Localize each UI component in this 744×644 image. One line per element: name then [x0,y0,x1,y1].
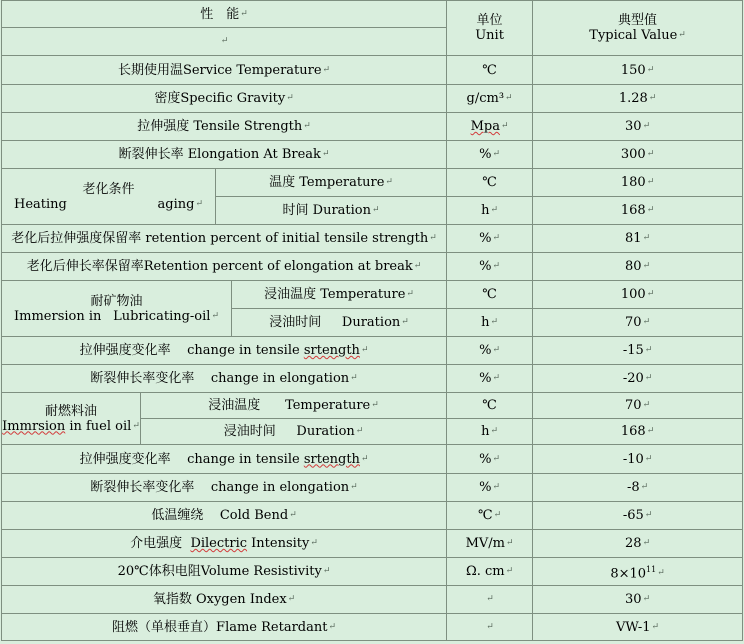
property-label: 拉伸强度变化率 change in tensile srtength↵ [2,445,447,474]
paragraph-mark-icon: ↵ [220,36,229,46]
group-label-fuel: 耐燃料油 Immrsion in fuel oil↵ [2,393,141,445]
property-label: 断裂伸长率变化率 change in elongation↵ [2,474,447,502]
table-row [2,141,743,169]
unit-cell: Mpa↵ [447,113,533,141]
property-label: 阻燃（单根垂直）Flame Retardant↵ [2,614,447,641]
property-label: 20℃体积电阻Volume Resistivity↵ [2,558,447,586]
unit-header: 单位 Unit [447,1,533,56]
unit-cell: ↵ [447,614,533,641]
value-cell: 70↵ [533,393,743,419]
property-label: 长期使用温Service Temperature↵ [2,56,447,85]
table-row [2,225,743,253]
value-cell: 70↵ [533,309,743,337]
value-cell: -20↵ [533,365,743,393]
table-row [2,337,743,365]
value-cell: -10↵ [533,445,743,474]
unit-cell: ℃↵ [447,502,533,530]
unit-cell: MV/m↵ [447,530,533,558]
value-cell: -65↵ [533,502,743,530]
property-label: 拉伸强度 Tensile Strength↵ [2,113,447,141]
property-label: 断裂伸长率变化率 change in elongation↵ [2,365,447,393]
table-row [2,614,743,641]
property-label: 介电强度 Dilectric Intensity↵ [2,530,447,558]
property-label: 老化后伸长率保留率Retention percent of elongation at break↵ [2,253,447,281]
value-cell: 300↵ [533,141,743,169]
group-label-oil: 耐矿物油 Immersion in Lubricating-oil↵ [2,281,232,337]
unit-cell: ℃ [447,56,533,85]
table-row [2,281,743,309]
property-label: 浸油时间 Duration↵ [232,309,447,337]
value-cell: 168↵ [533,197,743,225]
table-row [2,558,743,586]
value-cell: 168↵ [533,419,743,445]
unit-cell: g/cm³↵ [447,85,533,113]
header-row [2,1,743,28]
table-row [2,85,743,113]
table-row [2,56,743,85]
value-cell: 30↵ [533,586,743,614]
value-cell: 1.28↵ [533,85,743,113]
table-row [2,474,743,502]
property-label: 拉伸强度变化率 change in tensile srtength↵ [2,337,447,365]
property-label: 低温缠绕 Cold Bend↵ [2,502,447,530]
value-cell: 180↵ [533,169,743,197]
unit-cell: ℃ [447,281,533,309]
table-row [2,169,743,197]
value-header: 典型值 Typical Value↵ [533,1,743,56]
value-cell: 150↵ [533,56,743,85]
table-row [2,365,743,393]
unit-cell: Ω. cm↵ [447,558,533,586]
property-label: 温度 Temperature↵ [216,169,447,197]
unit-cell: %↵ [447,337,533,365]
table-row [2,113,743,141]
unit-cell: %↵ [447,365,533,393]
table-row [2,393,743,419]
table-row [2,445,743,474]
table-row [2,502,743,530]
value-cell: VW-1↵ [533,614,743,641]
unit-cell: h↵ [447,419,533,445]
unit-cell: ↵ [447,586,533,614]
value-cell: 100↵ [533,281,743,309]
unit-cell: %↵ [447,445,533,474]
table-row [2,253,743,281]
value-cell: 81↵ [533,225,743,253]
group-label-aging: 老化条件 Heating aging↵ [2,169,216,225]
property-label: 浸油温度 Temperature↵ [141,393,447,419]
value-cell: $8\times 10^{11}↵$ [533,558,743,586]
unit-cell: ℃ [447,169,533,197]
unit-cell: %↵ [447,474,533,502]
unit-cell: h↵ [447,197,533,225]
unit-cell: h↵ [447,309,533,337]
value-cell: 80↵ [533,253,743,281]
property-label: 时间 Duration↵ [216,197,447,225]
property-header: 性 能↵ [2,1,447,28]
value-cell: -15↵ [533,337,743,365]
property-label: 浸油时间 Duration↵ [141,419,447,445]
value-cell: -8↵ [533,474,743,502]
unit-cell: ℃ [447,393,533,419]
unit-cell: %↵ [447,141,533,169]
unit-cell: %↵ [447,225,533,253]
properties-table [1,0,743,641]
property-label: 断裂伸长率 Elongation At Break↵ [2,141,447,169]
unit-cell: %↵ [447,253,533,281]
property-label: 老化后拉伸强度保留率 retention percent of initial tensile strength↵ [2,225,447,253]
table-row [2,530,743,558]
value-cell: 30↵ [533,113,743,141]
property-label: 氧指数 Oxygen Index↵ [2,586,447,614]
property-label: 密度Specific Gravity↵ [2,85,447,113]
table-row [2,586,743,614]
property-label: 浸油温度 Temperature↵ [232,281,447,309]
paragraph-mark-icon: ↵ [240,8,248,19]
value-cell: 28↵ [533,530,743,558]
